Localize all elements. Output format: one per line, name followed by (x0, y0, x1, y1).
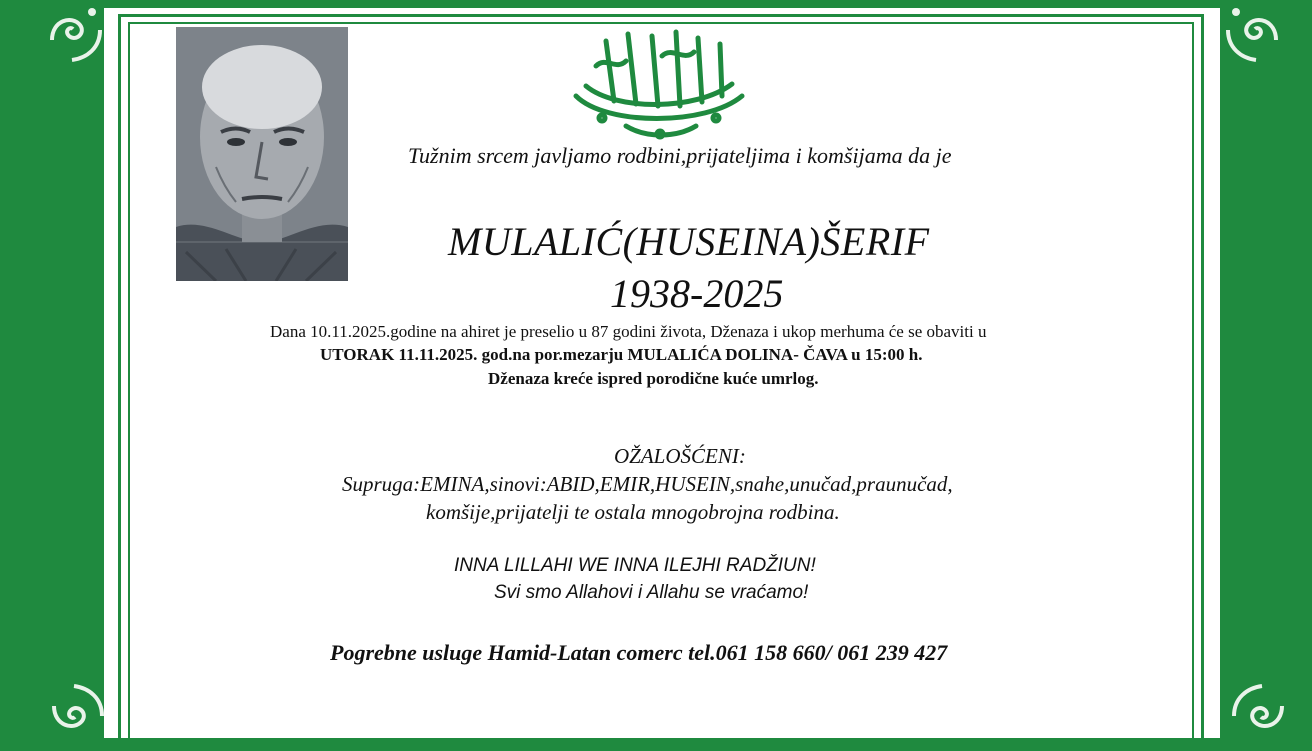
details-line-1: Dana 10.11.2025.godine na ahiret je preselio u 87 godini života, Dženaza i ukop merhuma će se obaviti u (270, 322, 987, 341)
mourners-line-1: Supruga:EMINA,sinovi:ABID,EMIR,HUSEIN,snahe,unučad,praunučad, (342, 472, 953, 496)
arabic-calligraphy-icon (566, 26, 752, 144)
deceased-name: MULALIĆ(HUSEINA)ŠERIF (448, 219, 930, 264)
corner-ornament-icon (1216, 0, 1286, 70)
details-line-3: Dženaza kreće ispred porodične kuće umrlog. (488, 369, 819, 388)
mourners-heading: OŽALOŠĆENI: (614, 444, 746, 468)
mourners-line-2: komšije,prijatelji te ostala mnogobrojna rodbina. (426, 500, 840, 524)
portrait-photo (176, 27, 348, 281)
life-years: 1938-2025 (610, 271, 784, 316)
corner-ornament-icon (1222, 676, 1292, 746)
corner-ornament-icon (42, 0, 112, 70)
details-line-2: UTORAK 11.11.2025. god.na por.mezarju MULALIĆA DOLINA- ČAVA u 15:00 h. (320, 345, 923, 364)
dua-line-1: INNA LILLAHI WE INNA ILEJHI RADŽIUN! (454, 555, 816, 576)
dua-line-2: Svi smo Allahovi i Allahu se vraćamo! (494, 582, 809, 603)
funeral-services-contact: Pogrebne usluge Hamid-Latan comerc tel.061 158 660/ 061 239 427 (330, 640, 948, 665)
intro-text: Tužnim srcem javljamo rodbini,prijateljima i komšijama da je (408, 143, 952, 168)
